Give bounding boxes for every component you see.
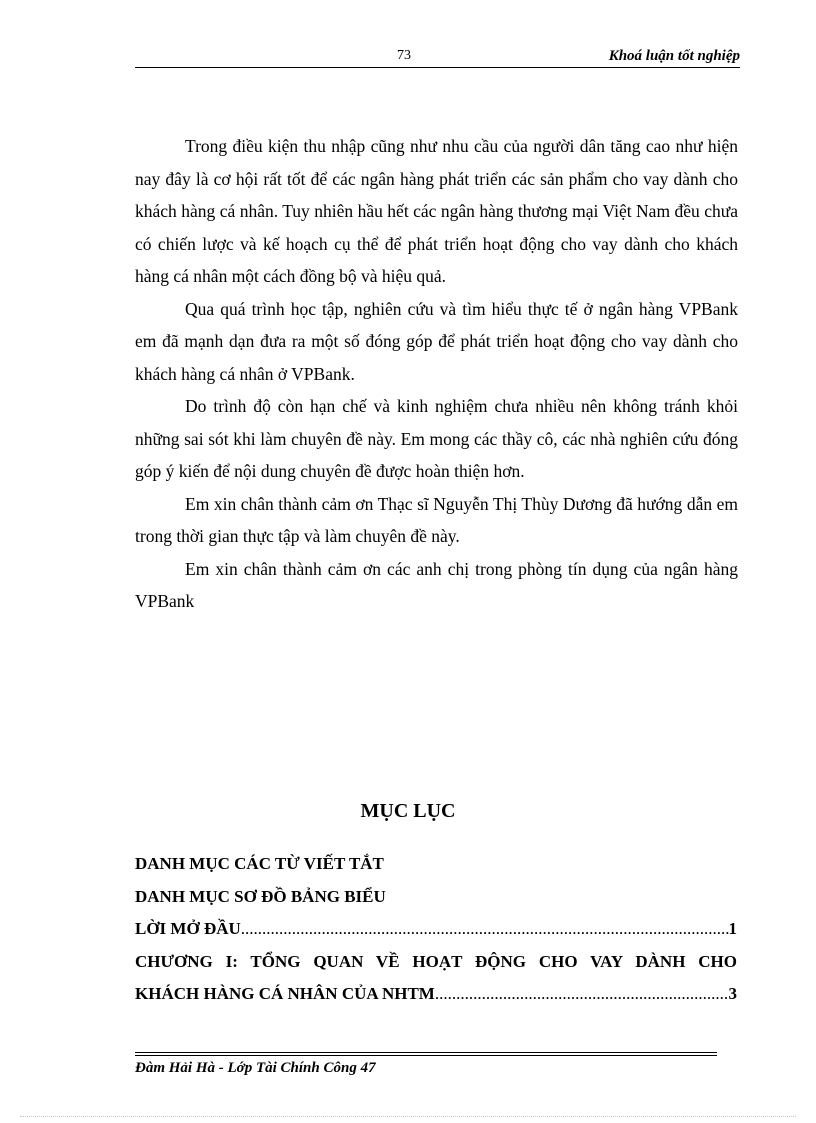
toc-heading: MỤC LỤC xyxy=(360,800,456,822)
toc-page-number: 3 xyxy=(728,984,737,1003)
paragraph: Do trình độ còn hạn chế và kinh nghiệm chưa nhiều nên không tránh khỏi những sai sót khi làm chuyên đề này. Em mong các thầy cô, các nhà nghiên cứu đóng góp ý kiến để nội dung chuyên đề được hoàn thiện hơn. xyxy=(135,396,738,481)
paragraph: Em xin chân thành cảm ơn các anh chị trong phòng tín dụng của ngân hàng VPBank xyxy=(135,558,738,611)
paragraph: Qua quá trình học tập, nghiên cứu và tìm hiểu thực tế ở ngân hàng VPBank em đã mạnh dạn đưa ra một số đóng góp để phát triển hoạt động cho vay dành cho khách hàng cá nhân ở VPBank. xyxy=(135,298,738,384)
page-header xyxy=(135,46,740,68)
dot-leader xyxy=(241,913,729,946)
toc-entry-abbreviations[interactable]: DANH MỤC CÁC TỪ VIẾT TẮT xyxy=(135,854,384,873)
header-title: Khoá luận tốt nghiệp xyxy=(608,48,740,64)
toc-page-number: 1 xyxy=(728,919,737,938)
paragraph: Em xin chân thành cảm ơn Thạc sĩ Nguyễn Thị Thùy Dương đã hướng dẫn em trong thời gian thực tập và làm chuyên đề này. xyxy=(135,493,738,546)
toc-entry-introduction[interactable] xyxy=(135,913,737,946)
page-edge xyxy=(20,1116,796,1117)
dot-leader xyxy=(435,978,729,1011)
toc-entry-label: KHÁCH HÀNG CÁ NHÂN CỦA NHTM xyxy=(135,984,435,1003)
table-of-contents xyxy=(135,848,737,1011)
paragraph: Trong điều kiện thu nhập cũng như nhu cầu của người dân tăng cao như hiện nay đây là cơ hội rất tốt để các ngân hàng phát triển các sản phẩm cho vay dành cho khách hàng cá nhân. Tuy nhiên hầu hết các ngân hàng thương mại Việt Nam đều chưa có chiến lược và kế hoạch cụ thể để phát triển hoạt động cho vay dành cho khách hàng cá nhân một cách đồng bộ và hiệu quả. xyxy=(135,136,738,286)
body-text xyxy=(135,130,738,618)
footer-rule xyxy=(135,1052,717,1053)
toc-entry-chapter-1[interactable]: CHƯƠNG I: TỔNG QUAN VỀ HOẠT ĐỘNG CHO VAY DÀNH CHO xyxy=(135,951,737,971)
toc-entry-chapter-1-cont[interactable] xyxy=(135,978,737,1011)
toc-entry-label: LỜI MỞ ĐẦU xyxy=(135,919,241,938)
page-footer xyxy=(135,1052,717,1077)
footer-text: Đàm Hải Hà - Lớp Tài Chính Công 47 xyxy=(135,1060,376,1076)
footer-rule xyxy=(135,1055,717,1056)
page-number: 73 xyxy=(397,48,411,63)
header-rule xyxy=(135,67,740,68)
toc-entry-figures[interactable]: DANH MỤC SƠ ĐỒ BẢNG BIỂU xyxy=(135,886,386,906)
